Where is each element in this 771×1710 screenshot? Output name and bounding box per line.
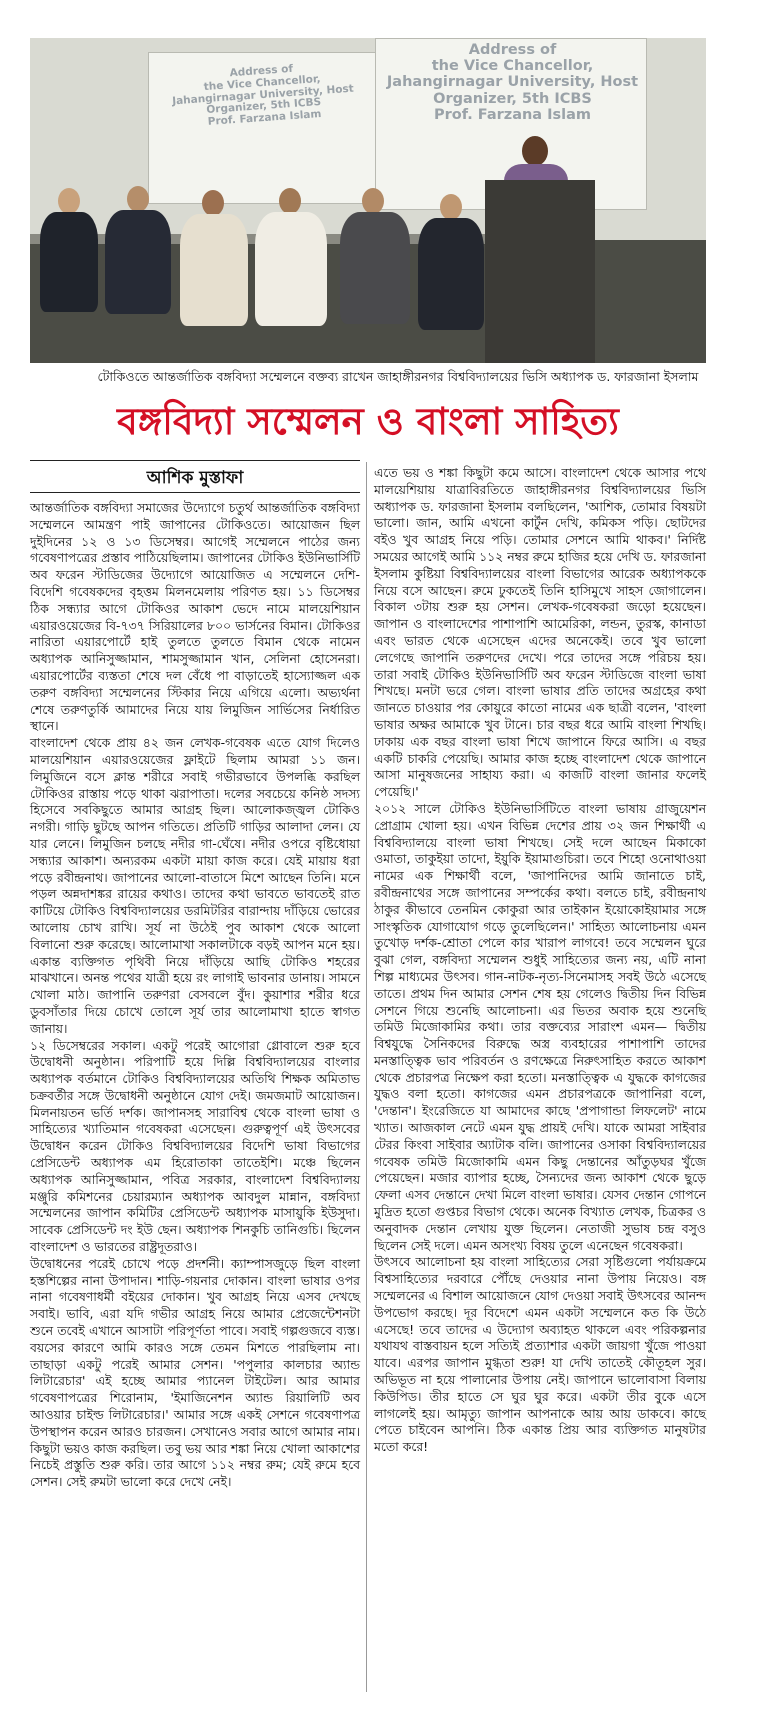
byline-author: আশিক মুস্তাফা bbox=[146, 468, 244, 488]
article-headline: বঙ্গবিদ্যা সম্মেলন ও বাংলা সাহিত্য bbox=[117, 399, 619, 443]
article-paragraph: ২০১২ সালে টোকিও ইউনিভার্সিটিতে বাংলা ভাষায় গ্রাজুয়েশন প্রোগ্রাম খোলা হয়। এখন বিভিন্ন দেশের প্রায় ৩২ জন শিক্ষার্থী এ বিশ্ববিদ্যালয়ে বাংলা ভাষা শিখছে। সেই দলে আছেন মিকাকো ওমাতা, তাকুইয়া তাদো, ইয়ুকি ইয়ামাগুচিরা। তবে শিহো ওনোথাওয়া নামের এক শিক্ষার্থী বলে, 'জাপানিদের আমি জানাতে চাই, রবীন্দ্রনাথের সঙ্গে জাপানের সম্পর্কের কথা। বলতে চাই, রবীন্দ্রনাথ ঠাকুর কীভাবে তেনমিন কোকুরা আর তাইকান ইয়োকোইয়ামার সঙ্গে সাংস্কৃতিক যোগাযোগ গড়ে তুলেছিলেন।' সাহিত্য আলোচনায় এমন তুখোড় দর্শক-শ্রোতা পেলে কার খারাপ লাগবে! তবে সম্মেলন ঘুরে বুঝা গেল, বঙ্গবিদ্যা সম্মেলন শুধুই সাহিত্যের জন্য নয়, এটি নানা শিল্প মাধ্যমের উৎসব। গান-নাটক-নৃত্য-সিনেমাসহ সবই উঠে এসেছে তাতে। প্রথম দিন আমার সেশন শেষ হয় গেলেও দ্বিতীয় দিন বিভিন্ন সেশনে গিয়ে শুনেছি আলোচনা। এর ভিতর অবাক হয়ে শুনেছি তমিউ মিজোকামির কথা। তার বক্তব্যের সারাংশ এমন— দ্বিতীয় বিশ্বযুদ্ধে সৈনিকদের বিরুদ্ধে অস্ত্র ব্যবহারের পাশাপাশি তাদের মনস্তাত্ত্বিক ভাব পরিবর্তন ও রণক্ষেত্রে নিরুৎসাহিত করতে আকাশ থেকে প্রচারপত্র নিক্ষেপ করা হতো। মনস্তাত্ত্বিক এ যুদ্ধকে কাগজের যুদ্ধও বলা হতো। কাগজের এমন প্রচারপত্রকে জাপানিরা বলে, 'দেন্তান'। ইংরেজিতে যা আমাদের কাছে 'প্রপাগান্ডা লিফলেট' নামে খ্যাত। আজকাল নেটে এমন যুদ্ধ প্রায়ই দেখি। যাকে আমরা সাইবার টেরর কিংবা সাইবার অ্যাটাক বলি। জাপানের ওসাকা বিশ্ববিদ্যালয়ের গবেষক তমিউ মিজোকামি এমন কিছু দেন্তানের আঁতুড়ঘর খুঁজে পেয়েছেন। মজার ব্যাপার হচ্ছে, সৈন্যদের জন্য আকাশ থেকে ছুড়ে ফেলা এসব দেন্তানে দেখা মিলে বাংলা ভাষার। যেসব দেন্তান গোপনে মুদ্রিত হতো গুপ্তচর বিভাগ থেকে। অনেক বিখ্যাত লেখক, চিত্রকর ও অনুবাদক দেন্তান লেখায় যুক্ত ছিলেন। নেতাজী সুভাষ চন্দ্র বসুও ছিলেন সেই দলে। এমন অসংখ্য বিষয় তুলে এনেছেন গবেষকরা। bbox=[374, 800, 706, 1253]
article-paragraph: এতে ভয় ও শঙ্কা কিছুটা কমে আসে। বাংলাদেশ থেকে আসার পথে মালয়েশিয়ায় যাত্রাবিরতিতে জাহাঙ্গীরনগর বিশ্ববিদ্যালয়ের ভিসি অধ্যাপক ড. ফারজানা ইসলাম বলছিলেন, 'আশিক, তোমার বিষয়টা ভালো। জান, আমি এখনো কার্টুন দেখি, কমিকস পড়ি। ছোটদের বইও খুব আগ্রহ নিয়ে পড়ি। তোমার সেশনে আমি থাকব।' নির্দিষ্ট সময়ের আগেই আমি ১১২ নম্বর রুমে হাজির হয়ে দেখি ড. ফারজানা ইসলাম কুষ্টিয়া বিশ্ববিদ্যালয়ের বাংলা বিভাগের আরেক অধ্যাপককে নিয়ে বসে আছেন। রুমে ঢুকতেই তিনি হাসিমুখে সাহস জোগালেন। বিকাল ৩টায় শুরু হয় সেশন। লেখক-গবেষকরা জড়ো হয়েছেন। জাপান ও বাংলাদেশের পাশাপাশি আমেরিকা, লন্ডন, তুরস্ক, কানাডা এবং ভারত থেকে এসেছেন এদের অনেকেই। তবে খুব ভালো লেগেছে জাপানি তরুণদের দেখে। পরে তাদের সঙ্গে পরিচয় হয়। তারা সবাই টোকিও ইউনিভার্সিটি অব ফরেন স্টাডিজে বাংলা ভাষা শিখছে। মনটা ভরে গেল। বাংলা ভাষার প্রতি তাদের অগ্রহের কথা জানতে চাওয়ার পর কোয়ুরে কাতো নামের এক ছাত্রী বলেন, 'বাংলা ভাষার অক্ষর আমাকে খুব টানে। চার বছর ধরে আমি বাংলা শিখছি। ঢাকায় এক বছর বাংলা ভাষা শিখে জাপানে ফিরে আসি। এ বছর একটি চাকরি পেয়েছি। আমার কাজ হচ্ছে বাংলাদেশ থেকে জাপানে আসা মানুষজনের সাহায্য করা। এ কাজটি বাংলা জানার ফলেই পেয়েছি।' bbox=[374, 465, 706, 800]
article-paragraph: উৎসবে আলোচনা হয় বাংলা সাহিত্যের সেরা সৃষ্টিগুলো পর্যায়ক্রমে বিশ্বসাহিত্যের দরবারে পৌঁছে দেওয়ার নানা উপায় নিয়েও। বঙ্গ সম্মেলনের এ বিশাল আয়োজনে যোগ দেওয়া সবাই উৎসবের আনন্দ উপভোগ করছে। দূর বিদেশে এমন একটা সম্মেলনে কত কি উঠে এসেছে! তবে তাদের এ উদ্যোগ অব্যাহত থাকলে এবং পরিকল্পনার যথাযথ বাস্তবায়ন হলে সত্যিই প্রত্যাশার একটা জায়গা খুঁজে পাওয়া যাবে। এরপর জাপান মুগ্ধতা শুরু! যা দেখি তাতেই কৌতূহল সুর। অভিভূত না হয়ে পালানোর উপায় নেই। জাপানে ভালোবাসা বিলায় কিউপিড। তীর হাতে সে ঘুর ঘুর করে। একটা তীর বুকে এসে লাগলেই হয়। আমৃত্যু জাপান আপনাকে আয় আয় ডাকবে। কাছে পেতে চাইবেন আপনি। ঠিক একান্ত প্রিয় আর ব্যক্তিগত মানুষটার মতো করে! bbox=[374, 1254, 706, 1455]
photo-caption: টোকিওতে আন্তর্জাতিক বঙ্গবিদ্যা সম্মেলনে বক্তব্য রাখেন জাহাঙ্গীরনগর বিশ্ববিদ্যালয়ের ভিসি অধ্যাপক ড. ফারজানা ইসলাম bbox=[97, 369, 699, 384]
article-paragraph: বাংলাদেশ থেকে প্রায় ৪২ জন লেখক-গবেষক এতে যোগ দিলেও মালয়েশিয়ান এয়ারওয়েজের ফ্লাইটে ছিলাম আমরা ১১ জন। লিমুজিনে বসে ক্লান্ত শরীরে সবাই গভীরভাবে উপলব্ধি করছিল টোকিওর রাস্তায় পড়ে থাকা ঝরাপাতা। দলের সবচেয়ে কনিষ্ঠ সদস্য হিসেবে সবকিছুতে আমার আগ্রহ ছিল। আলোকজ্জ্বল টোকিও নগরী। গাড়ি ছুটছে আপন গতিতে। প্রতিটি গাড়ির আলাদা লেন। যে যার লেনে। লিমুজিন চলছে নদীর গা-ঘেঁষে। নদীর ওপরে বৃষ্টিধোয়া সন্ধ্যার আকাশ। অন্যরকম একটা মায়া কাজ করে। যেই মায়ায় ধরা পড়ে রবীন্দ্রনাথ। জাপানের আলো-বাতাসে মিশে আছেন তিনি। মনে পড়ল অন্নদাশঙ্কর রায়ের কথাও। তাদের কথা ভাবতে ভাবতেই রাত কাটিয়ে টোকিও বিশ্ববিদ্যালয়ের ডরমিটরির বারান্দায় দাঁড়িয়ে ভোরের আলোয় চোখ রাখি। সূর্য না উঠেই পুব আকাশ থেকে আলো বিলানো শুরু করেছে। আলোমাখা সকালটাকে বড়ই আপন মনে হয়। একান্ত ব্যক্তিগত পৃথিবী নিয়ে দাঁড়িয়ে আছি টোকিও শহরের মাঝখানে। অনন্ত পথের যাত্রী হয়ে রং লাগাই ভাবনার ডানায়। সামনে খোলা মাঠ। জাপানি তরুণরা বেসবলে বুঁদ। কুয়াশার শরীর ধরে ডুবসাঁতার দিয়ে চোখে তোলে সূর্য তার আলোমাখা হাতে স্বাগত জানায়। bbox=[30, 735, 360, 1036]
article-column-right bbox=[374, 465, 706, 1456]
article-paragraph: উদ্বোধনের পরেই চোখে পড়ে প্রদর্শনী। ক্যাম্পাসজুড়ে ছিল বাংলা হস্তশিল্পের নানা উপাদান। শাড়ি-গয়নার দোকান। বাংলা ভাষার ওপর নানা গবেষণাধর্মী বইয়ের দোকান। খুব আগ্রহ নিয়ে এসব দেখছে সবাই। ভাবি, এরা যদি গভীর আগ্রহ নিয়ে আমার প্রেজেন্টেশনটা শুনে তবেই এখানে আসাটা পরিপূর্ণতা পাবে। সবাই গল্পগুজবে ব্যস্ত। বয়সের কারণে আমি কারও সঙ্গে তেমন মিশতে পারছিলাম না। তাছাড়া একটু পরেই আমার সেশন। 'পপুলার কালচার অ্যান্ড লিটারেচার' এই হচ্ছে আমার প্যানেল টাইটেল। আর আমার গবেষণাপত্রের শিরোনাম, 'ইমাজিনেশন অ্যান্ড রিয়ালিটি অব আওয়ার চাইল্ড লিটারেচার।' আমার সঙ্গে একই সেশনে গবেষণাপত্র উপস্থাপন করেন আরও চারজন। সেখানেও সবার আগে আমার নাম। কিছুটা ভয়ও কাজ করছিল। তবু ভয় আর শঙ্কা নিয়ে খোলা আকাশের নিচেই প্রস্তুতি শুরু করি। তার আগে ১১২ নম্বর রুম; যেই রুমে হবে সেশন। সেই রুমটা ভালো করে দেখে নেই। bbox=[30, 1255, 360, 1490]
podium bbox=[485, 180, 595, 363]
article-paragraph: আন্তর্জাতিক বঙ্গবিদ্যা সমাজের উদ্যোগে চতুর্থ আন্তর্জাতিক বঙ্গবিদ্যা সম্মেলনে আমন্ত্রণ পাই জাপানের টোকিওতে। আয়োজন ছিল দুইদিনের ১২ ও ১৩ ডিসেম্বর। আগেই সম্মেলনে পাঠের জন্য গবেষণাপত্রের প্রস্তাব পাঠিয়েছিলাম। জাপানের টোকিও ইউনিভার্সিটি অব ফরেন স্টাডিজের উদ্যোগে আয়োজিত এ সম্মেলনে দেশি-বিদেশি গবেষকদের বৃহত্তম মিলনমেলায় পরিণত হয়। ১১ ডিসেম্বর ঠিক সন্ধ্যার আগে টোকিওর আকাশ ভেদে নামে মালয়েশিয়ান এয়ারওয়েজের বি-৭৩৭ সিরিয়ালের ৮০০ ভার্সনের বিমান। টোকিওর নারিতা এয়ারপোর্টে হাই তুলতে তুলতে বিমান থেকে নামেন অধ্যাপক আনিসুজ্জামান, শামসুজ্জামান খান, সেলিনা হোসেনরা। এয়ারপোর্টের ব্যস্ততা শেষে দল বেঁধে পা বাড়াতেই হাস্যোজ্জল এক তরুণ বঙ্গবিদ্যা সম্মেলনের স্টিকার নিয়ে এগিয়ে এলো। অভ্যর্থনা শেষে তরুণতুর্কি আমাদের নিয়ে যায় লিমুজিন সার্ভিসের নির্ধারিত স্থানে। bbox=[30, 500, 360, 734]
article-column-left bbox=[30, 500, 360, 1491]
byline-rule-top bbox=[30, 460, 360, 461]
byline-rule-bottom bbox=[30, 492, 360, 493]
column-divider bbox=[366, 462, 367, 1692]
projection-screen-right-text: Address of the Vice Chancellor, Jahangirnagar University, Host Organizer, 5th ICBS Prof. Farzana Islam bbox=[386, 42, 639, 123]
projection-screen-left-text: Address of the Vice Chancellor, Jahangirnagar University, Host Organizer, 5th ICBS Prof. Farzana Islam bbox=[171, 62, 355, 128]
article-paragraph: ১২ ডিসেম্বরের সকাল। একটু পরেই আগোরা গ্লোবালে শুরু হবে উদ্বোধনী অনুষ্ঠান। পরিপাটি হয়ে দিল্লি বিশ্ববিদ্যালয়ের বাংলার অধ্যাপক বর্তমানে টোকিও বিশ্ববিদ্যালয়ের অতিথি শিক্ষক অমিতাভ চক্রবর্তীর সঙ্গে উদ্বোধনী অনুষ্ঠানে যোগ দেই। জমজমাট আয়োজন। মিলনায়তন ভর্তি দর্শক। জাপানসহ সারাবিশ্ব থেকে বাংলা ভাষা ও সাহিত্যের খ্যাতিমান গবেষকরা এসেছেন। গুরুত্বপূর্ণ এই উৎসবের উদ্বোধন করেন টোকিও বিশ্ববিদ্যালয়ের বিদেশি ভাষা বিভাগের প্রেসিডেন্ট অধ্যাপক এম হিরোতাকা তাতেইশি। মঞ্চে ছিলেন অধ্যাপক আনিসুজ্জামান, পবিত্র সরকার, বাংলাদেশ বিশ্ববিদ্যালয় মঞ্জুরি কমিশনের চেয়ারম্যান অধ্যাপক আবদুল মান্নান, বঙ্গবিদ্যা সম্মেলনের জাপান কমিটির প্রেসিডেন্ট অধ্যাপক মাসায়ুকি ইউসুদা। সাবেক প্রেসিডেন্ট দং ইউ ছেন। অধ্যাপক শিনকুচি তানিগুচি। ছিলেন বাংলাদেশ ও ভারতের রাষ্ট্রদূতরাও। bbox=[30, 1037, 360, 1255]
conference-photo bbox=[30, 38, 706, 363]
